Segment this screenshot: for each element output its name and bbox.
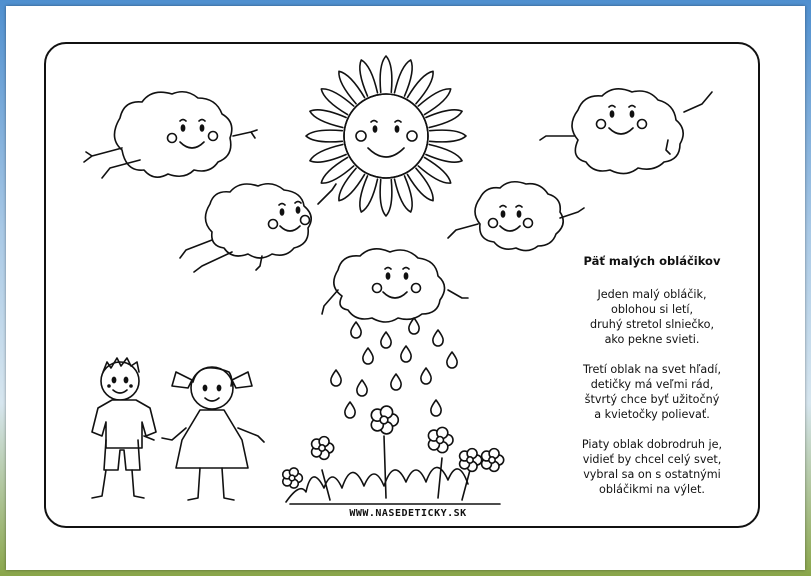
flower-icon [283, 406, 504, 488]
poem-line: obláčikmi na výlet. [599, 483, 705, 496]
raindrop [421, 368, 431, 384]
sun-ray [380, 56, 392, 92]
poem-line: oblohou si letí, [610, 303, 694, 316]
poem-line: vybral sa on s ostatnými [583, 468, 721, 481]
poem-line: a kvietočky polievať. [594, 408, 710, 421]
poem-line: Tretí oblak na svet hľadí, [582, 363, 722, 376]
poem-line: štvrtý chce byť užitočný [584, 393, 720, 406]
flower [283, 468, 303, 488]
sun-ray [360, 60, 378, 96]
cloud-icon [448, 182, 584, 251]
raindrop [381, 332, 391, 348]
sun-ray [306, 130, 342, 142]
flower [312, 437, 334, 460]
cloud-icon [540, 89, 712, 174]
poem-stanza-3 [552, 437, 752, 497]
raindrop [363, 348, 373, 364]
poem-line: detičky má veľmi rád, [590, 378, 714, 391]
poem-line: vidieť by chcel celý svet, [582, 453, 722, 466]
boy-icon [92, 358, 156, 498]
raindrop [331, 370, 341, 386]
raindrop [345, 402, 355, 418]
flower [482, 449, 504, 472]
sun-ray [310, 110, 346, 128]
flower [371, 406, 398, 434]
raindrop [433, 330, 443, 346]
sun-ray [310, 144, 346, 162]
poem-title: Päť malých obláčikov [583, 254, 721, 268]
sun-ray [426, 144, 462, 162]
raindrop [391, 374, 401, 390]
flower [428, 427, 453, 452]
poem-line: Jeden malý obláčik, [597, 288, 707, 301]
poem-stanza-1 [552, 287, 752, 347]
girl-icon [162, 367, 264, 500]
cloud-icon [84, 92, 257, 178]
raindrop [401, 346, 411, 362]
website-link[interactable]: WWW.NASEDETICKY.SK [349, 508, 467, 519]
cloud-icon [322, 249, 468, 322]
poem-line: ako pekne svieti. [604, 333, 700, 346]
flower [460, 449, 482, 472]
poem-line: Piaty oblak dobrodruh je, [581, 438, 723, 451]
raindrop [447, 352, 457, 368]
raindrop-icon [331, 318, 457, 424]
raindrop [357, 380, 367, 396]
poem-line: druhý stretol slniečko, [589, 318, 715, 331]
sun-ray [380, 180, 392, 216]
sun-ray [394, 60, 412, 96]
raindrop [431, 400, 441, 416]
cloud-icon [180, 184, 336, 272]
sun-ray [426, 110, 462, 128]
raindrop [351, 322, 361, 338]
sun-ray [394, 176, 412, 212]
raindrop [409, 318, 419, 334]
poem [552, 254, 752, 512]
poem-stanza-2 [552, 362, 752, 422]
sun-ray [360, 176, 378, 212]
sun-ray [430, 130, 466, 142]
